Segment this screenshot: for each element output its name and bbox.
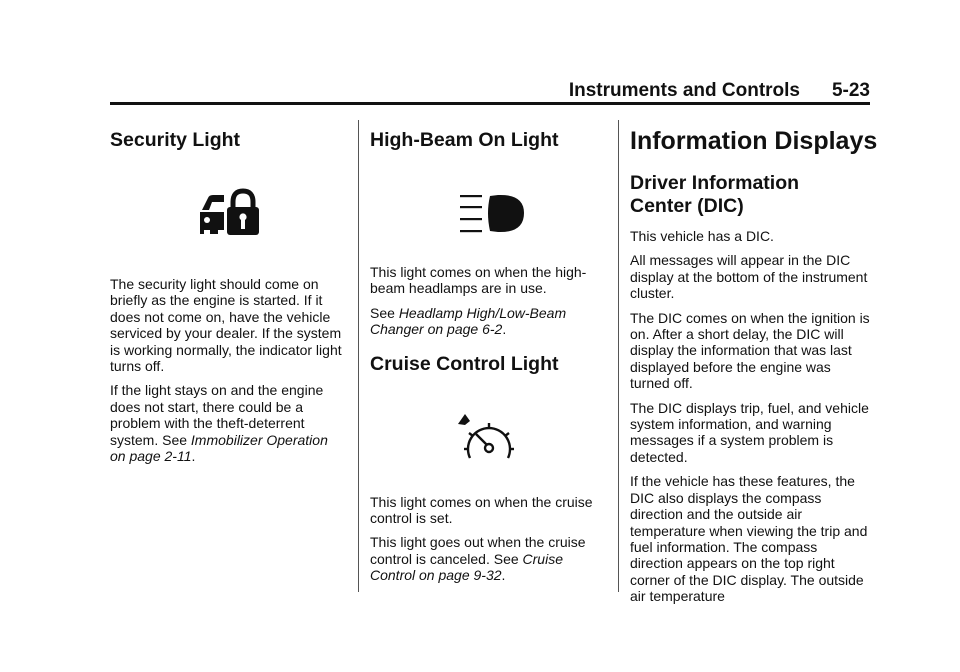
section-title: Instruments and Controls	[568, 80, 800, 101]
header-rule	[110, 102, 870, 105]
dic-heading-line-1: Driver Information	[630, 172, 800, 194]
security-icon-area	[110, 152, 345, 242]
dic-paragraph: The DIC displays trip, fuel, and vehicle system information, and warning messages if a system problem is detected.	[630, 399, 869, 465]
high-beam-heading: High-Beam On Light	[370, 129, 559, 151]
column-information-displays	[630, 122, 878, 613]
cross-reference: Headlamp High/Low-Beam Changer on page 6-2	[370, 304, 567, 338]
dic-heading-line-2: Center (DIC)	[630, 195, 744, 217]
cross-reference: Cruise Control on page 9-32	[370, 550, 563, 584]
dic-paragraph: The DIC comes on when the ignition is on. After a short delay, the DIC will display the information that was last displayed before the engine was turned off.	[630, 309, 870, 392]
column-high-beam-cruise	[370, 122, 610, 592]
column-divider	[358, 120, 359, 592]
cross-reference: Immobilizer Operation on page 2-11	[110, 431, 328, 465]
dic-paragraph: All messages will appear in the DIC display at the bottom of the instrument cluster.	[630, 252, 868, 302]
high-beam-icon-area	[370, 152, 610, 264]
page-number: 5-23	[831, 80, 870, 101]
column-divider	[618, 120, 619, 592]
dic-paragraph: This vehicle has a DIC.	[630, 228, 774, 244]
high-beam-headlamp-icon	[458, 192, 528, 236]
cruise-control-paragraph: This light goes out when the cruise control is canceled. See Cruise Control on page 9-32.	[370, 534, 586, 584]
security-light-heading: Security Light	[110, 129, 241, 151]
column-security-light	[110, 122, 345, 472]
cruise-icon-area	[370, 376, 610, 494]
cruise-control-paragraph: This light comes on when the cruise control is set.	[370, 493, 593, 527]
cruise-speedometer-icon	[456, 412, 520, 468]
running-header	[569, 80, 800, 102]
dic-paragraph: If the vehicle has these features, the DIC also displays the compass direction and the outside air temperature when viewing the trip and fuel information. The compass direction appears on the top right corner of the DIC display. The outside air temperature	[630, 473, 868, 605]
car-padlock-icon	[198, 188, 262, 236]
high-beam-paragraph: See Headlamp High/Low-Beam Changer on page 6-2.	[370, 304, 567, 338]
security-light-paragraph: If the light stays on and the engine does not start, there could be a problem with the theft-deterrent system. See Immobilizer Operation on page 2-11.	[110, 382, 328, 465]
cruise-control-heading: Cruise Control Light	[370, 352, 559, 375]
high-beam-paragraph: This light comes on when the high-beam headlamps are in use.	[370, 264, 587, 297]
information-displays-heading: Information Displays	[630, 127, 878, 155]
security-light-paragraph: The security light should come on briefly as the engine is started. If it does not come on, have the vehicle serviced by your dealer. If the system is working normally, the indicator light turns off.	[110, 276, 342, 375]
